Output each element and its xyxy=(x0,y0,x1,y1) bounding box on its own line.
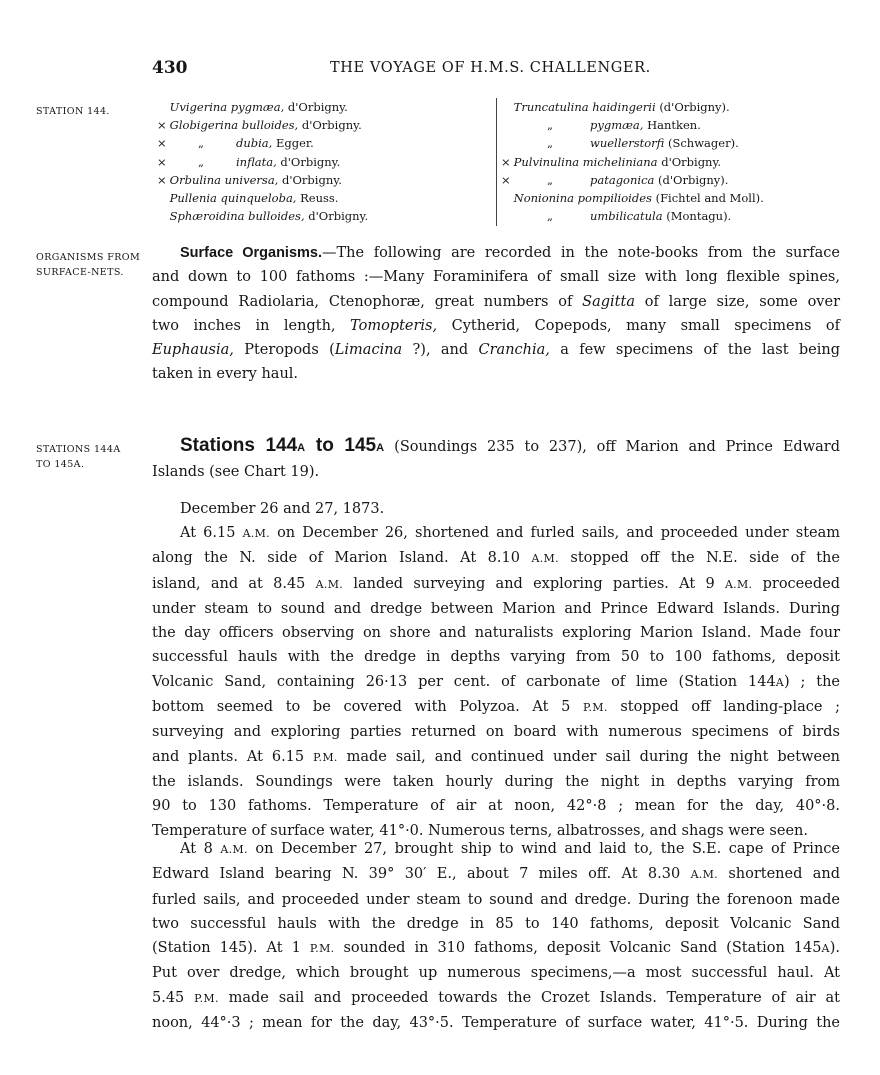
text-run: made sail, and continued under sail during the night between xyxy=(337,748,840,765)
text-run: sounded in 310 fathoms, deposit Volcanic Sand (Station 145 xyxy=(334,940,822,957)
species-row xyxy=(501,153,764,171)
running-title: THE VOYAGE OF H.M.S. CHALLENGER. xyxy=(330,60,651,76)
species-name: Globigerina bulloides, xyxy=(169,118,299,133)
species-name: umbilicatula xyxy=(590,209,663,224)
ditto-mark: „ xyxy=(198,136,204,151)
text-run: successful hauls with the dredge in depths varying from 50 to 100 fathoms, deposit xyxy=(152,649,840,666)
species-mark: × xyxy=(501,172,511,187)
surface-heading: Surface Organisms. xyxy=(180,245,323,261)
text-line xyxy=(152,434,840,460)
text-line xyxy=(152,645,840,669)
species-row xyxy=(157,189,368,207)
ditto-mark: „ xyxy=(547,172,553,187)
text-line xyxy=(152,621,840,645)
small-caps: P.M. xyxy=(583,701,608,715)
species-mark: × xyxy=(501,154,511,169)
text-line xyxy=(152,745,840,770)
text-run: Temperature of surface water, 41°·0. Numerous terns, albatrosses, and shags were seen. xyxy=(152,822,808,839)
page-number: 430 xyxy=(152,58,188,78)
species-row xyxy=(501,171,764,189)
small-caps: A xyxy=(821,942,830,956)
text-run: Cytherid, Copepods, many small specimens of xyxy=(437,317,840,334)
ditto-mark: „ xyxy=(198,154,204,169)
text-line xyxy=(152,597,840,621)
species-name: Uvigerina pygmæa, xyxy=(169,100,285,114)
text-line xyxy=(152,912,840,936)
margin-note-station-text: STATION 144. xyxy=(36,106,110,117)
species-author: Reuss. xyxy=(300,191,339,206)
heading-run: Stations 144 xyxy=(180,435,298,456)
text-line xyxy=(152,1011,840,1035)
column-divider xyxy=(496,98,497,226)
text-line xyxy=(152,497,840,521)
heading-run: to 145 xyxy=(305,435,377,456)
small-caps: P.M. xyxy=(309,942,335,956)
species-row xyxy=(157,153,368,171)
small-caps: A xyxy=(775,675,784,689)
text-line xyxy=(152,338,840,362)
text-line xyxy=(152,720,840,744)
text-run: Pteropods ( xyxy=(233,342,335,359)
text-line xyxy=(152,460,840,484)
text-run: a few specimens of the last being xyxy=(549,342,840,359)
margin-note-stations-line1: STATIONS 144A xyxy=(36,444,121,455)
stations-heading xyxy=(180,435,384,456)
text-run: on December 27, brought ship to wind and laid to, the S.E. cape of Prince xyxy=(247,841,840,857)
text-line xyxy=(152,265,840,289)
text-line xyxy=(152,521,840,546)
species-name: patagonica xyxy=(590,172,655,187)
text-run: proceeded xyxy=(752,575,840,592)
text-run: the islands. Soundings were taken hourly during the night in depths varying from xyxy=(152,773,840,790)
species-author: (Schwager). xyxy=(668,136,739,151)
small-caps: A.M. xyxy=(220,843,248,856)
species-author: Hantken. xyxy=(647,118,701,133)
species-name: Pullenia quinqueloba, xyxy=(169,191,297,206)
margin-note-organisms-line1: ORGANISMS FROM xyxy=(36,252,141,263)
text-line xyxy=(152,546,840,571)
text-run: two inches in length, xyxy=(152,317,351,334)
species-name: Truncatulina haidingerii xyxy=(513,100,656,114)
species-row xyxy=(157,98,368,116)
text-line xyxy=(152,888,840,912)
species-row xyxy=(157,116,368,134)
text-line xyxy=(152,314,840,338)
species-author: Egger. xyxy=(275,136,314,151)
text-run: island, and at 8.45 xyxy=(152,575,316,592)
margin-note-stations-line2: TO 145A. xyxy=(36,459,85,470)
text-run: stopped off landing-place ; xyxy=(607,699,841,716)
species-row xyxy=(157,134,368,152)
species-mark: × xyxy=(157,172,167,187)
surface-organisms-paragraph xyxy=(152,241,840,387)
text-run: along the N. side of Marion Island. At 8.10 xyxy=(152,550,532,567)
text-line xyxy=(152,290,840,314)
species-name: inflata, xyxy=(236,154,277,169)
species-author: (Montagu). xyxy=(666,209,732,224)
species-name: wuellerstorfi xyxy=(590,136,665,151)
species-row xyxy=(157,171,368,189)
narrative-paragraph-2 xyxy=(152,837,840,1035)
text-run: ) ; the xyxy=(783,673,840,690)
date-line: December 26 and 27, 1873. xyxy=(180,501,385,517)
small-caps: P.M. xyxy=(194,991,219,1005)
species-author: d'Orbigny. xyxy=(280,154,341,169)
text-run: of large size, some over xyxy=(634,293,841,310)
text-run: Put over dredge, which brought up numerous specimens,—a most successful haul. At xyxy=(152,965,840,982)
text-line xyxy=(152,961,840,985)
text-run: compound Radiolaria, Ctenophoræ, great numbers of xyxy=(152,293,583,310)
text-run: under steam to sound and dredge between Marion and Prince Edward Islands. During xyxy=(152,600,840,617)
species-author: d'Orbigny. xyxy=(661,154,722,169)
species-mark: × xyxy=(157,136,167,151)
species-author: d'Orbigny. xyxy=(281,172,342,187)
text-line xyxy=(152,936,840,961)
small-caps: A xyxy=(297,442,306,454)
text-run: 5.45 xyxy=(152,989,195,1006)
species-row xyxy=(501,189,764,207)
text-run: ?), and xyxy=(402,342,479,359)
text-run: landed surveying and exploring parties. At 9 xyxy=(343,575,725,592)
narrative-paragraph-1 xyxy=(152,521,840,843)
text-line xyxy=(152,572,840,597)
small-caps: A.M. xyxy=(315,577,344,591)
italic-run: Cranchia, xyxy=(478,342,550,359)
italic-run: Sagitta xyxy=(582,293,635,310)
small-caps: A.M. xyxy=(242,527,270,540)
text-run: At 6.15 xyxy=(180,525,243,541)
species-row xyxy=(501,207,764,225)
species-row xyxy=(157,207,368,225)
text-run: 90 to 130 fathoms. Temperature of air at noon, 42°·8 ; mean for the day, 40°·8. xyxy=(152,798,840,815)
small-caps: P.M. xyxy=(313,750,338,764)
species-name: Orbulina universa, xyxy=(169,172,279,187)
text-run: Edward Island bearing N. 39° 30′ E., about 7 miles off. At 8.30 xyxy=(152,866,691,883)
stations-heading-paragraph xyxy=(152,434,840,485)
species-name: Sphæroidina bulloides, xyxy=(169,209,305,224)
text-line xyxy=(152,695,840,720)
text-line xyxy=(152,837,840,862)
text-run: noon, 44°·3 ; mean for the day, 43°·5. Temperature of surface water, 41°·5. During the xyxy=(152,1015,840,1032)
small-caps: A.M. xyxy=(531,552,559,566)
text-run: on December 26, shortened and furled sails, and proceeded under steam xyxy=(269,525,841,541)
text-run: made sail and proceeded towards the Crozet Islands. Temperature of air at xyxy=(218,989,840,1006)
small-caps: A.M. xyxy=(724,577,753,591)
text-run: shortened and xyxy=(717,866,840,883)
ditto-mark: „ xyxy=(547,118,553,133)
text-run: ). xyxy=(829,940,840,957)
species-author: (d'Orbigny). xyxy=(658,172,729,187)
italic-run: Euphausia, xyxy=(152,342,234,359)
text-run: and plants. At 6.15 xyxy=(152,748,314,765)
small-caps: A xyxy=(376,442,385,454)
text-run: —The following are recorded in the note-books from the surface xyxy=(322,245,841,261)
species-row xyxy=(501,98,764,116)
species-row xyxy=(501,134,764,152)
margin-note-station xyxy=(36,104,110,119)
text-run: furled sails, and proceeded under steam to sound and dredge. During the forenoon made xyxy=(152,891,840,908)
text-line xyxy=(152,241,840,265)
text-run: At 8 xyxy=(180,841,221,857)
text-line xyxy=(152,862,840,887)
date-paragraph xyxy=(152,497,840,521)
species-author: d'Orbigny. xyxy=(301,118,362,133)
small-caps: A.M. xyxy=(690,868,718,882)
text-run: Islands (see Chart 19). xyxy=(152,464,320,481)
text-run: two successful hauls with the dredge in 85 to 140 fathoms, deposit Volcanic Sand xyxy=(152,915,840,932)
text-line xyxy=(152,794,840,818)
text-run: the day officers observing on shore and naturalists exploring Marion Island. Made four xyxy=(152,625,840,642)
text-run: Volcanic Sand, containing 26·13 per cent. of carbonate of lime (Station 144 xyxy=(152,673,776,690)
species-author: d'Orbigny. xyxy=(308,209,369,224)
text-run: stopped off the N.E. side of the xyxy=(558,550,840,567)
species-list-left xyxy=(157,98,368,225)
text-line xyxy=(152,362,840,386)
italic-run: Tomopteris, xyxy=(350,317,438,334)
text-run: (Station 145). At 1 xyxy=(152,940,310,957)
species-row xyxy=(501,116,764,134)
species-author: d'Orbigny. xyxy=(287,100,348,114)
margin-note-organisms xyxy=(36,250,140,280)
text-run: taken in every haul. xyxy=(152,366,299,383)
species-mark: × xyxy=(157,118,167,133)
text-run: bottom seemed to be covered with Polyzoa. At 5 xyxy=(152,699,584,716)
species-mark: × xyxy=(157,154,167,169)
text-line xyxy=(152,986,840,1011)
ditto-mark: „ xyxy=(547,136,553,151)
species-author: (Fichtel and Moll). xyxy=(655,191,764,206)
species-name: dubia, xyxy=(236,136,273,151)
text-run: (Soundings 235 to 237), off Marion and Prince Edward xyxy=(384,439,840,455)
text-line xyxy=(152,670,840,695)
species-name: pygmæa, xyxy=(590,118,644,133)
margin-note-organisms-line2: SURFACE-NETS. xyxy=(36,267,124,278)
text-run: surveying and exploring parties returned on board with numerous specimens of birds xyxy=(152,724,840,741)
ditto-mark: „ xyxy=(547,209,553,224)
italic-run: Limacina xyxy=(334,342,403,359)
text-line xyxy=(152,770,840,794)
species-name: Pulvinulina micheliniana xyxy=(513,154,658,169)
species-list-right xyxy=(501,98,764,225)
margin-note-stations xyxy=(36,442,121,472)
species-author: (d'Orbigny). xyxy=(659,100,730,114)
species-name: Nonionina pompilioides xyxy=(513,191,652,206)
text-run: and down to 100 fathoms :—Many Foraminifera of small size with long flexible spines, xyxy=(152,269,840,286)
